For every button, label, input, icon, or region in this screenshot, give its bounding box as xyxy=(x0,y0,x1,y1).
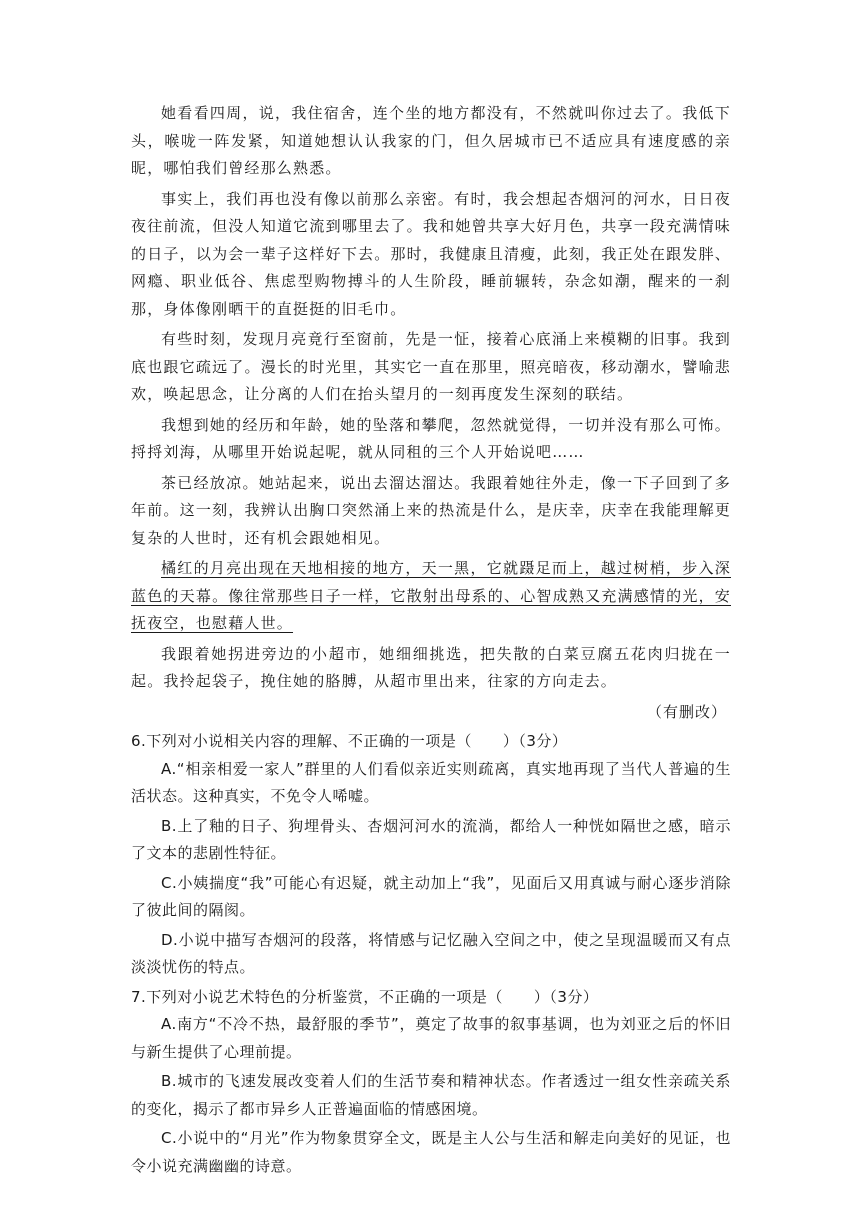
passage-paragraph: 我跟着她拐进旁边的小超市，她细细挑选，把失散的白菜豆腐五花肉归拢在一起。我拎起袋子，挽住她的胳膊，从超市里出来，往家的方向走去。 xyxy=(131,644,731,690)
exam-page xyxy=(131,100,731,1182)
question-stem: 7.下列对小说艺术特色的分析鉴赏，不正确的一项是（ ）（3分） xyxy=(131,987,599,1006)
question-7 xyxy=(131,984,731,1181)
passage-paragraph: 茶已经放凉。她站起来，说出去溜达溜达。我跟着她往外走，像一下子回到了多年前。这一刻，我辨认出胸口突然涌上来的热流是什么，是庆幸，庆幸在我能理解更复杂的人世时，还有机会跟她相见。 xyxy=(131,473,731,547)
option-c: C.小说中的“月光”作为物象贯穿全文，既是主人公与生活和解走向美好的见证，也令小说充满幽幽的诗意。 xyxy=(131,1129,731,1175)
passage xyxy=(131,100,731,726)
underlined-text: 橘红的月亮出现在天地相接的地方，天一黑，它就蹑足而上，越过树梢，步入深蓝色的天幕。像往常那些日子一样，它散射出母系的、心智成熟又充满感情的光，安抚夜空，也慰藉人世。 xyxy=(131,559,731,632)
option-b: B.上了釉的日子、狗埋骨头、杏烟河河水的流淌，都给人一种恍如隔世之感，暗示了文本的悲剧性特征。 xyxy=(131,816,731,862)
option-a: A.“相亲相爱一家人”群里的人们看似亲近实则疏离，真实地再现了当代人普遍的生活状态。这种真实，不免令人唏嘘。 xyxy=(131,759,731,805)
source-note: （有删改） xyxy=(646,702,727,721)
question-stem: 6.下列对小说相关内容的理解、不正确的一项是（ ）（3分） xyxy=(131,732,568,750)
underlined-paragraph xyxy=(131,555,731,638)
passage-paragraph: 有些时刻，发现月亮竟行至窗前，先是一怔，接着心底涌上来模糊的旧事。我到底也跟它疏远了。漫长的时光里，其实它一直在那里，照亮暗夜，移动潮水，譬喻悲欢，唤起思念，让分离的人们在抬头望月的一刻再度发生深刻的联结。 xyxy=(131,330,731,403)
option-b: B.城市的飞速发展改变着人们的生活节奏和精神状态。作者透过一组女性亲疏关系的变化，揭示了都市异乡人正普遍面临的情感困境。 xyxy=(131,1072,731,1118)
passage-paragraph: 事实上，我们再也没有像以前那么亲密。有时，我会想起杏烟河的河水，日日夜夜往前流，但没人知道它流到哪里去了。我和她曾共享大好月色，共享一段充满情味的日子，以为会一辈子这样好下去。那时，我健康且清瘦，此刻，我正处在跟发胖、网瘾、职业低谷、焦虑型购物搏斗的人生阶段，睡前辗转，杂念如潮，醒来的一刹那，身体像刚晒干的直挺挺的旧毛巾。 xyxy=(131,189,731,318)
question-6 xyxy=(131,728,731,982)
option-d: D.小说中描写杏烟河的段落，将情感与记忆融入空间之中，使之呈现温暖而又有点淡淡忧伤的特点。 xyxy=(131,930,731,976)
passage-paragraph: 她看看四周，说，我住宿舍，连个坐的地方都没有，不然就叫你过去了。我低下头，喉咙一阵发紧，知道她想认认我家的门，但久居城市已不适应具有速度感的亲昵，哪怕我们曾经那么熟悉。 xyxy=(131,104,731,177)
option-a: A.南方“不冷不热，最舒服的季节”，奠定了故事的叙事基调，也为刘亚之后的怀旧与新生提供了心理前提。 xyxy=(131,1015,731,1061)
option-c: C.小姨揣度“我”可能心有迟疑，就主动加上“我”，见面后又用真诚与耐心逐步消除了彼此间的隔阂。 xyxy=(131,873,731,919)
passage-paragraph: 我想到她的经历和年龄，她的坠落和攀爬，忽然就觉得，一切并没有那么可怖。捋捋刘海，从哪里开始说起呢，就从同租的三个人开始说吧…… xyxy=(131,415,731,461)
